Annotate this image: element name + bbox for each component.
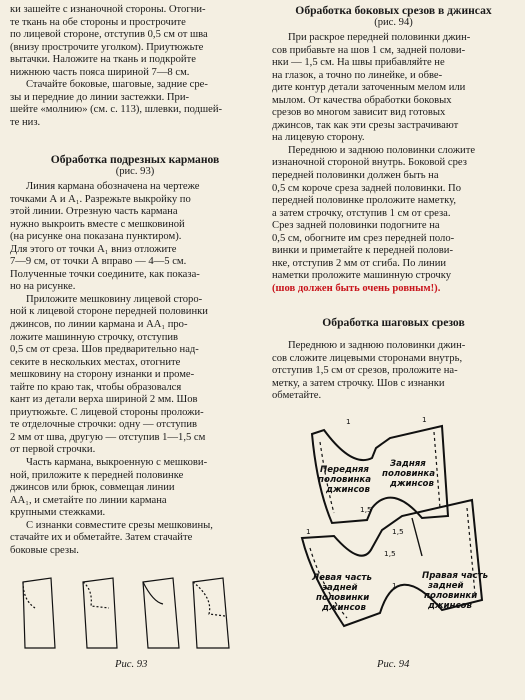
dim-1-b: 1 <box>422 415 427 424</box>
text-line: нужно выкроить вместе с мешковиной <box>10 218 185 230</box>
text-line: Переднюю и заднюю половинки сложите <box>288 144 476 156</box>
text-line: кант из детали верха шириной 2 мм. Шов <box>10 394 198 406</box>
text-line: стачайте их и обметайте. Затем стачайте <box>10 532 193 544</box>
figure-93 <box>13 568 258 658</box>
text-line: боковые срезы. <box>10 544 79 556</box>
text-line: отступив 1,5 см от срезов, проложите на- <box>272 365 458 377</box>
text-line: сов сложите лицевыми сторонами внутрь, <box>272 352 463 364</box>
label-front-half-1: Передняя <box>320 465 369 475</box>
section-title-side-seams: Обработка боковых срезов в джинсах <box>295 4 492 17</box>
label-left-back-4: джинсов <box>322 603 366 613</box>
label-right-back-1: Правая часть <box>422 571 489 581</box>
text-line: джинсов или брюк, совмещая линии <box>10 482 175 494</box>
text-line: мылом. От качества обработки боковых <box>272 94 452 106</box>
figure-94 <box>272 408 515 658</box>
label-front-half-3: джинсов <box>326 485 370 495</box>
section-ref-93: (рис. 93) <box>115 166 155 177</box>
text-line: на глазок, а точно по линейке, и обве- <box>272 69 443 81</box>
text-line: С изнанки совместите срезы мешковины, <box>26 519 213 531</box>
text-line: Полученные точки соедините, как показа- <box>10 268 200 280</box>
text-line: этой линии. Отрезную часть кармана <box>10 206 178 218</box>
text-line: изнаночной стороной внутрь. Боковой срез <box>272 157 467 169</box>
text-line: Приложите мешковину лицевой сторо- <box>26 293 203 305</box>
dim-15-c: 1,5 <box>384 549 396 558</box>
text-line: нки — 1,5 см. На швы прибавляйте не <box>272 57 445 69</box>
label-left-back-2: задней <box>322 583 358 593</box>
pocket-part-paragraph <box>10 457 260 520</box>
text-line: Срез задней половинки подогните на <box>272 220 440 232</box>
figure-93-caption: Рис. 93 <box>115 659 148 670</box>
text-line: джинсов, так как эти срезы застрачивают <box>272 119 459 131</box>
text-line: ной к лицевой стороне передней половинки <box>10 306 208 318</box>
label-back-half-2: половинка <box>382 469 436 479</box>
text-line: сов прибавьте на шов 1 см, задней полови- <box>272 44 466 56</box>
section-title-pockets: Обработка подрезных карманов <box>50 153 220 166</box>
dim-1-c: 1 <box>306 527 311 536</box>
dim-15-b: 1,5 <box>392 527 404 536</box>
figure-94-caption: Рис. 94 <box>377 659 410 670</box>
text-line: ложите машинную строчку, отступив <box>10 331 179 343</box>
text-line: передней половинки должен быть на <box>272 170 439 182</box>
text-line: секите в нескольких местах, отогните <box>10 356 181 368</box>
pocket-line-paragraph <box>10 181 260 294</box>
label-left-back-1: Левая часть <box>312 573 372 583</box>
section-ref-94: (рис. 94) <box>374 17 413 28</box>
text-line: Линия кармана обозначена на чертеже <box>26 181 200 192</box>
text-line: 7—9 см, от точки А вправо — 4—5 см. <box>10 256 187 268</box>
text-line: но на рисунке. <box>10 281 76 293</box>
text-line: 2 мм от шва, другую — отступив 1—1,5 см <box>10 431 206 443</box>
label-left-back-3: половинки <box>316 593 370 603</box>
text-line: шейте «молнию» (см. с. 113), шлевки, подшей- <box>10 104 223 116</box>
pocket-finish-paragraph <box>10 520 260 558</box>
label-right-back-2: задней <box>428 581 464 591</box>
text-line: АА₁, и сметайте по линии кармана <box>10 494 167 506</box>
text-line: те отделочные строчки: одну — отступив <box>10 419 197 431</box>
text-line: срезов во многом зависит вид готовых <box>272 107 446 119</box>
text-line: по лицевой стороне, отступив 0,5 см от шва <box>10 29 208 41</box>
text-line: дите контур детали заточенным мелом или <box>272 82 466 94</box>
dim-1-a: 1 <box>346 417 351 426</box>
pocket-lining-paragraph <box>10 294 260 457</box>
label-back-half-1: Задняя <box>390 459 426 469</box>
text-line: точками А и А₁. Разрежьте выкройку по <box>10 193 191 205</box>
section-title-inseam: Обработка шаговых срезов <box>322 316 465 329</box>
text-line: те ткань на обе стороны и прострочите <box>10 16 186 28</box>
label-right-back-3: половинки <box>424 591 478 601</box>
sewing-paragraph <box>10 79 260 129</box>
text-line: мешковину на сторону изнанки и проме- <box>10 369 195 381</box>
inseam-paragraph <box>272 340 515 403</box>
text-line: те низ. <box>10 116 41 128</box>
side-cut-paragraph <box>272 32 515 145</box>
text-line: вытачки. Наложите на ткань и подкройте <box>10 54 196 66</box>
text-line: Переднюю и заднюю половинки джин- <box>288 340 466 351</box>
text-line: на лицевую сторону. <box>272 132 365 144</box>
text-line: крупными стежками. <box>10 507 106 519</box>
text-line: зы и передние до линии застежки. При- <box>10 91 190 103</box>
intro-paragraph <box>10 4 260 79</box>
side-fold-paragraph <box>272 145 515 283</box>
text-line: 0,5 см короче среза задней половинки. По <box>272 182 461 194</box>
text-line: нке, отступив 2 мм от сгиба. По линии <box>272 257 447 269</box>
dim-1-d: 1 <box>392 581 397 590</box>
text-line: джинсов, по линии кармана и АА₁ про- <box>10 319 188 331</box>
text-line: Часть кармана, выкроенную с мешкови- <box>26 457 208 469</box>
dim-15-a: 1,5 <box>360 505 372 514</box>
warning-text: (шов должен быть очень ровным!). <box>272 282 441 294</box>
text-line: При раскрое передней половинки джин- <box>288 32 471 43</box>
text-line: передней половинке проложите наметку, <box>272 195 456 207</box>
text-line: винки и приметайте к передней полови- <box>272 245 453 257</box>
text-line: приутюжьте. С лицевой стороны проложи- <box>10 406 204 418</box>
text-line: нижнюю часть пояса шириной 7—8 см. <box>10 66 190 78</box>
text-line: обметайте. <box>272 390 322 402</box>
text-line: Стачайте боковые, шаговые, задние сре- <box>26 79 208 91</box>
text-line: тайте по краю так, чтобы образовался <box>10 381 182 393</box>
text-line: ки зашейте с изнаночной стороны. Отогни- <box>10 4 206 15</box>
text-line: Для этого от точки А₁ вниз отложите <box>10 243 177 255</box>
text-line: а затем строчку, отступив 1 см от среза. <box>272 207 451 219</box>
text-line: 0,5 см, обогните им срез передней поло- <box>272 232 455 244</box>
text-line: метку, а затем строчку. Шов с изнанки <box>272 377 445 389</box>
text-line: от первой строчки. <box>10 444 96 456</box>
label-back-half-3: джинсов <box>390 479 434 489</box>
text-line: (на рисунке она показана пунктиром). <box>10 231 182 243</box>
text-line: наметки проложите машинную строчку <box>272 270 452 282</box>
text-line: 0,5 см от среза. Шов предварительно над- <box>10 344 199 356</box>
text-line: ной, приложите к передней половинке <box>10 469 184 481</box>
label-right-back-4: джинсов <box>428 601 472 611</box>
text-line: (внизу прострочите уголком). Приутюжьте <box>10 41 204 53</box>
label-front-half-2: половинка <box>318 475 372 485</box>
